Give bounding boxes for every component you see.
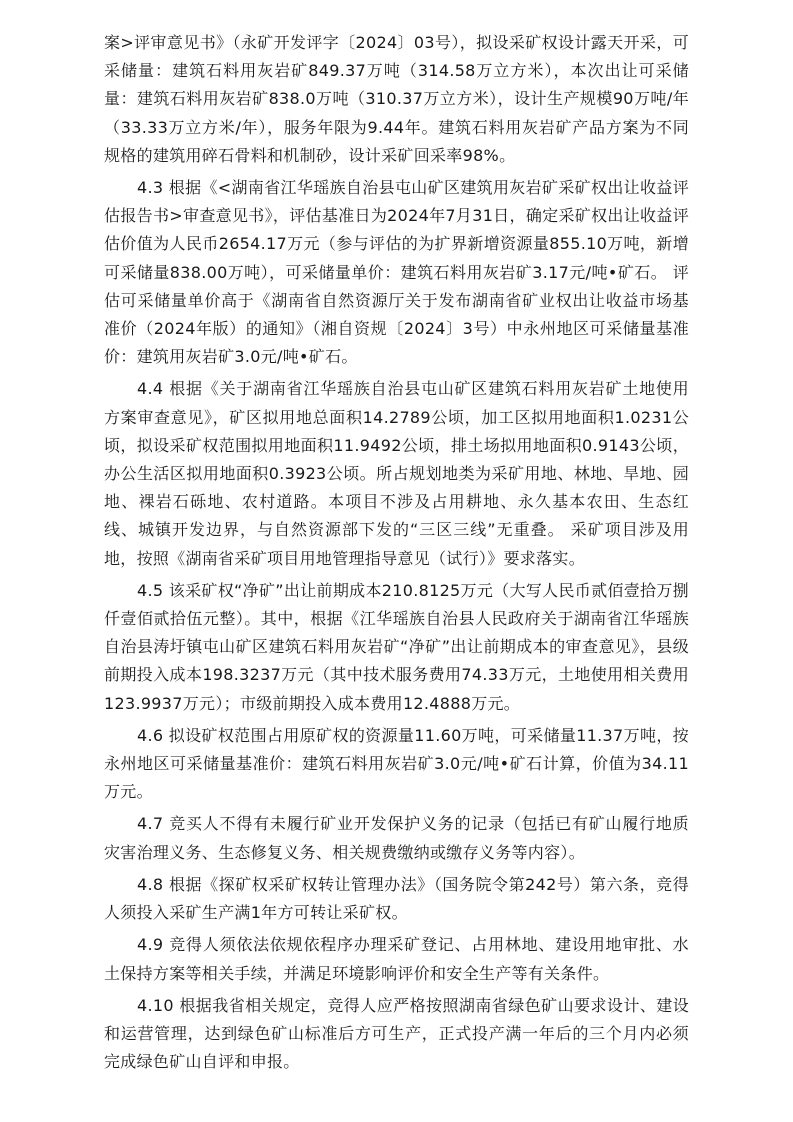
paragraph-continuation: 案>评审意见书》（永矿开发评字〔2024〕03号），拟设采矿权设计露天开采，可采储量：建筑石料用灰岩矿849.37万吨（314.58万立方米），本次出让可采储量：建筑石料用灰岩矿838.0万吨（310.37万立方米），设计生产规模90万吨/年（33.33万立方米/年），服务年限为9.44年。建筑石料用灰岩矿产品方案为不同规格的建筑用碎石骨料和机制砂，设计采矿回采率98%。 <box>104 33 689 165</box>
paragraph-4-7: 4.7 竞买人不得有未履行矿业开发保护义务的记录（包括已有矿山履行地质灾害治理义务、生态修复义务、相关规费缴纳或缴存义务等内容）。 <box>104 814 689 862</box>
paragraph-4-9: 4.9 竞得人须依法依规依程序办理采矿登记、占用林地、建设用地审批、水土保持方案等相关手续，并满足环境影响评价和安全生产等有关条件。 <box>104 935 689 983</box>
paragraph-4-3: 4.3 根据《<湖南省江华瑶族自治县屯山矿区建筑用灰岩矿采矿权出让收益评估报告书>审查意见书》，评估基准日为2024年7月31日，确定采矿权出让收益评估价值为人民币2654.17万元（参与评估的为扩界新增资源量855.10万吨，新增可采储量838.00万吨），可采储量单价：建筑石料用灰岩矿3.17元/吨•矿石。 评估可采储量单价高于《湖南省自然资源厅关于发布湖南省矿业权出让收益市场基准价（2024年版）的通知》（湘自资规〔2024〕3号）中永州地区可采储量基准价：建筑用灰岩矿3.0元/吨•矿石。 <box>104 178 689 367</box>
paragraph-4-6: 4.6 拟设矿权范围占用原矿权的资源量11.60万吨，可采储量11.37万吨，按永州地区可采储量基准价：建筑石料用灰岩矿3.0元/吨•矿石计算，价值为34.11万元。 <box>104 725 689 802</box>
paragraph-4-4: 4.4 根据《关于湖南省江华瑶族自治县屯山矿区建筑石料用灰岩矿土地使用方案审查意见》，矿区拟用地总面积14.2789公顷，加工区拟用地面积1.0231公顷，拟设采矿权范围拟用地面积11.9492公顷，排土场拟用地面积0.9143公顷，办公生活区拟用地面积0.3923公顷。所占规划地类为采矿用地、林地、旱地、园地、裸岩石砾地、农村道路。本项目不涉及占用耕地、永久基本农田、生态红线、城镇开发边界，与自然资源部下发的“三区三线”无重叠。 采矿项目涉及用地，按照《湖南省采矿项目用地管理指导意见（试行）》要求落实。 <box>104 379 689 568</box>
paragraph-4-10: 4.10 根据我省相关规定，竞得人应严格按照湖南省绿色矿山要求设计、建设和运营管理，达到绿色矿山标准后方可生产，正式投产满一年后的三个月内必须完成绿色矿山自评和申报。 <box>104 995 689 1072</box>
paragraph-4-5: 4.5 该采矿权“净矿”出让前期成本210.8125万元（大写人民币贰佰壹拾万捌仟壹佰贰拾伍元整）。其中，根据《江华瑶族自治县人民政府关于湖南省江华瑶族自治县涛圩镇屯山矿区建筑石料用灰岩矿“净矿”出让前期成本的审查意见》，县级前期投入成本198.3237万元（其中技术服务费用74.33万元，土地使用相关费用123.9937万元）；市级前期投入成本费用12.4888万元。 <box>104 580 689 713</box>
paragraph-4-8: 4.8 根据《探矿权采矿权转让管理办法》（国务院令第242号）第六条，竞得人须投入采矿生产满1年方可转让采矿权。 <box>104 874 689 923</box>
